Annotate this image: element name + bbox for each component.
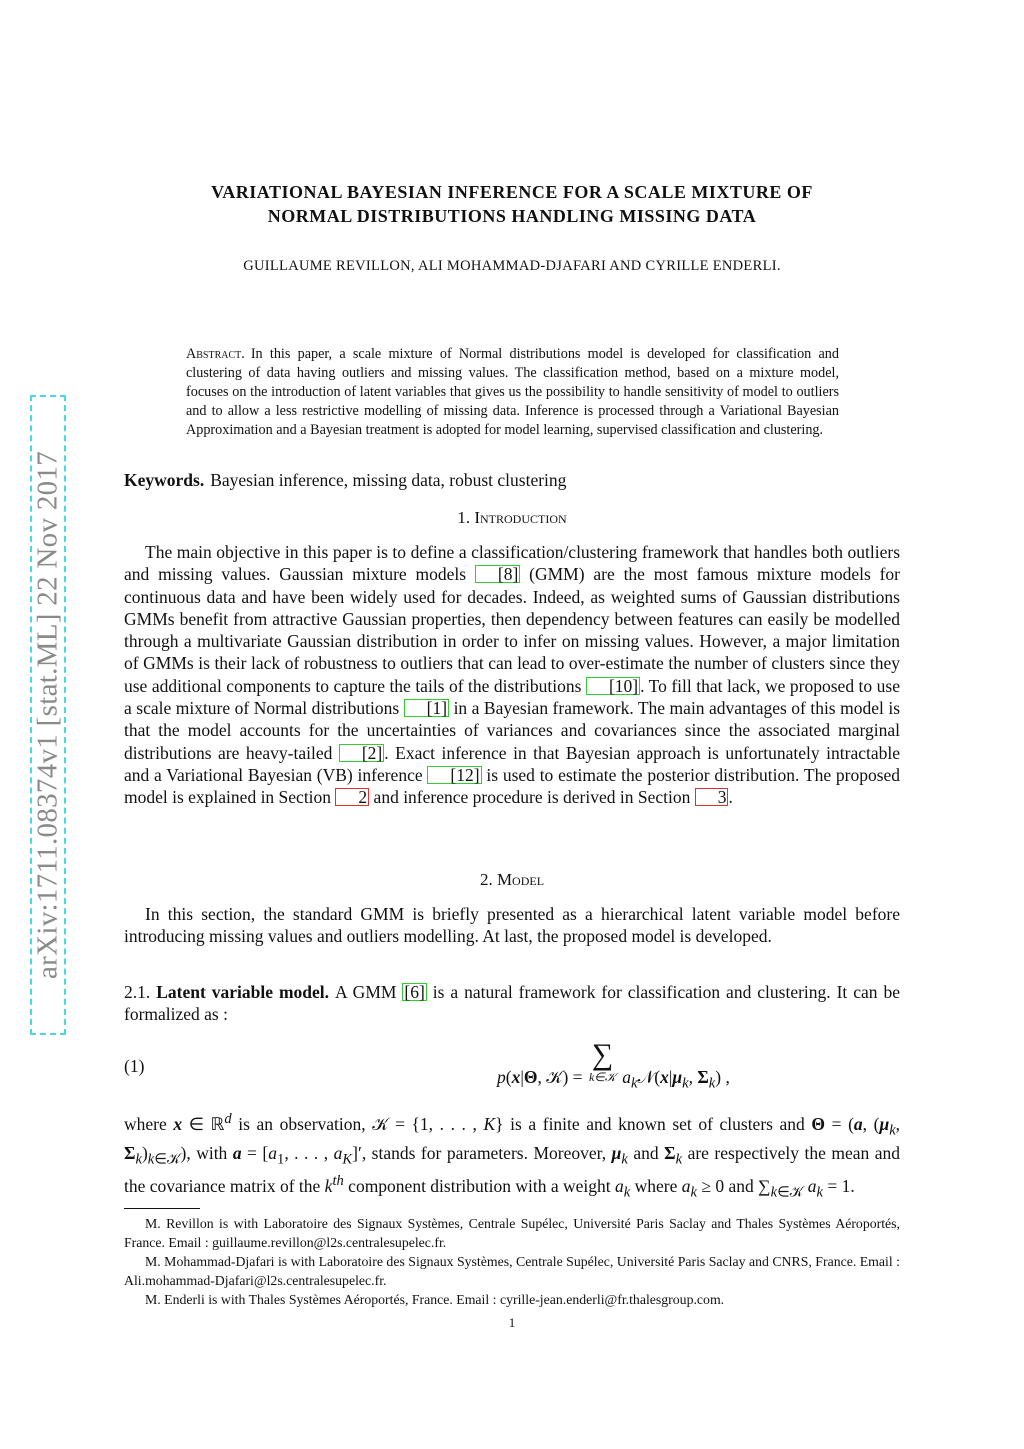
citation-link[interactable]: [6] xyxy=(404,982,425,1002)
footnote-mohammad-djafari: M. Mohammad-Djafari is with Laboratoire des Signaux Systèmes, Centrale Supélec, Université Paris Saclay and CNRS, France. Email : Ali.mohammad-Djafari@l2s.centralesupelec.fr. xyxy=(124,1254,900,1288)
section-ref-link[interactable]: 2 xyxy=(335,788,369,806)
equation-label: (1) xyxy=(124,1056,145,1076)
footnote-enderli: M. Enderli is with Thales Systèmes Aéroportés, France. Email : cyrille-jean.enderli@fr.thalesgroup.com. xyxy=(145,1292,725,1307)
keywords-label: Keywords. xyxy=(124,470,205,490)
text-run: , with xyxy=(186,1142,228,1163)
author-list: GUILLAUME REVILLON, ALI MOHAMMAD-DJAFARI AND CYRILLE ENDERLI. xyxy=(243,258,781,274)
text-run: is an observation, xyxy=(238,1113,366,1134)
equation-body: p(x|Θ, 𝒦) = ∑ k∈𝒦 $a_k𝒩(x|\mu_k$, $\Sigma_k$) , xyxy=(497,1038,730,1092)
title-line-2: NORMAL DISTRIBUTIONS HANDLING MISSING DATA xyxy=(267,206,757,226)
text-run: , stands for parameters. Moreover, xyxy=(361,1142,607,1163)
text-run: . To fill that lack, we proposed to use a scale mixture of Normal distributions xyxy=(124,675,900,719)
abstract-text: In this paper, a scale mixture of Normal distributions model is developed for classification and clustering of data having outliers and missing values. The classification method, based on a mixture model, focuses on the introduction of latent variables that gives us the possibility to handle sensitivity of model to outliers and to allow a less restrictive modelling of missing data. Inference is processed through a Variational Bayesian Approximation and a Bayesian treatment is adopted for model learning, supervised classification and clustering. xyxy=(186,346,839,438)
text-run: component distribution with a weight xyxy=(348,1176,611,1197)
page-number: 1 xyxy=(508,1315,516,1330)
text-run: is used to estimate the posterior distribution. The proposed model is explained in Section xyxy=(124,764,901,808)
section-heading-model xyxy=(124,870,900,890)
sum-symbol: ∑ k∈𝒦 xyxy=(588,1038,616,1084)
introduction-paragraph xyxy=(124,541,900,809)
abstract xyxy=(186,345,839,440)
citation-link[interactable]: [1] xyxy=(404,699,449,717)
text-run: and inference procedure is derived in Section xyxy=(373,787,691,808)
text-run: is a natural framework for classification and clustering. It can be formalized as : xyxy=(124,982,901,1025)
text-run: and xyxy=(728,1176,754,1197)
citation-link[interactable]: [2] xyxy=(339,744,384,762)
section-title: Model xyxy=(496,870,545,889)
footnote-revillon: M. Revillon is with Laboratoire des Signaux Systèmes, Centrale Supélec, Université Paris Saclay and Thales Systèmes Aéroportés, France. Email : guillaume.revillon@l2s.centralesupelec.fr. xyxy=(124,1216,900,1250)
text-run: . Exact inference in that Bayesian approach is unfortunately intractable and a Variational Bayesian (VB) inference xyxy=(124,742,900,785)
title-line-1: VARIATIONAL BAYESIAN INFERENCE FOR A SCALE MIXTURE OF xyxy=(211,182,813,202)
text-run: A GMM xyxy=(335,982,397,1002)
text-run: (GMM) are the most famous mixture models for continuous data and have been widely used for decades. Indeed, as weighted sums of Gaussian distributions GMMs benefit from attractive Gaussian properties, then dependency between features can easily be modelled through a multivariate Gaussian distribution in order to infer on missing values. However, a major limitation of GMMs is their lack of robustness to outliers that can lead to over-estimate the number of clusters since they use additional components to capture the tails of the distributions xyxy=(124,564,901,696)
abstract-label: Abstract. xyxy=(186,346,245,362)
text-run: where xyxy=(634,1176,678,1197)
model-definition-paragraph: where x ∈ ℝ$^d$ is an observation, 𝒦 = {1, . . . , K} is a finite and known set of clusters and Θ = (a, ($\mu_k$, $\Sigma_k)_{k\in 𝒦}$), with $a = [a_1$, . . . , $a_K]'$, stands for parameters. Moreover, $\mu_k$ and $\Sigma_k$ are respectively the mean and the covariance matrix of the $k^{th}$ component distribution with a weight $a_k$ where $a_k \ge 0$ and $\sum_{k\in 𝒦}$ $a_k = 1$. xyxy=(124,1111,901,1201)
keywords xyxy=(124,470,900,491)
text-run: where xyxy=(124,1113,167,1134)
subsection-title: Latent variable model. xyxy=(156,982,330,1002)
subsection-number: 2.1. xyxy=(124,982,151,1002)
text-run: is a finite and known set of clusters and xyxy=(510,1113,805,1134)
text-run: are respectively the mean and the covariance matrix of the xyxy=(124,1142,901,1197)
section-title: Introduction xyxy=(474,508,567,527)
model-intro-paragraph: In this section, the standard GMM is briefly presented as a hierarchical latent variable model before introducing missing values and outliers modelling. At last, the proposed model is developed. xyxy=(124,904,900,947)
equation-1 xyxy=(124,1040,900,1100)
text-run: . xyxy=(728,787,733,808)
section-number: 2. xyxy=(479,870,493,889)
arxiv-id: arXiv:1711.08374v1 [stat.ML] 22 Nov 2017 xyxy=(31,450,64,980)
citation-link[interactable]: [10] xyxy=(586,677,640,695)
section-ref-link[interactable]: 3 xyxy=(695,788,729,806)
text-run: and xyxy=(633,1142,659,1163)
section-heading-introduction xyxy=(124,508,900,528)
section-number: 1. xyxy=(457,508,471,527)
keywords-text: Bayesian inference, missing data, robust clustering xyxy=(210,470,567,490)
latent-variable-paragraph xyxy=(124,981,900,1026)
text-run: in a Bayesian framework. The main advantages of this model is that the model accounts for the uncertainties of variances and covariances since the associated marginal distributions are heavy-tailed xyxy=(124,698,901,763)
paper-title xyxy=(124,180,900,228)
citation-link[interactable]: [12] xyxy=(427,766,481,784)
footnote-divider xyxy=(124,1208,200,1209)
citation-link[interactable]: [8] xyxy=(475,565,520,583)
text-run: The main objective in this paper is to define a classification/clustering framework that handles both outliers and missing values. Gaussian mixture models xyxy=(124,542,900,585)
arxiv-sidebar-stamp[interactable] xyxy=(30,395,66,1035)
